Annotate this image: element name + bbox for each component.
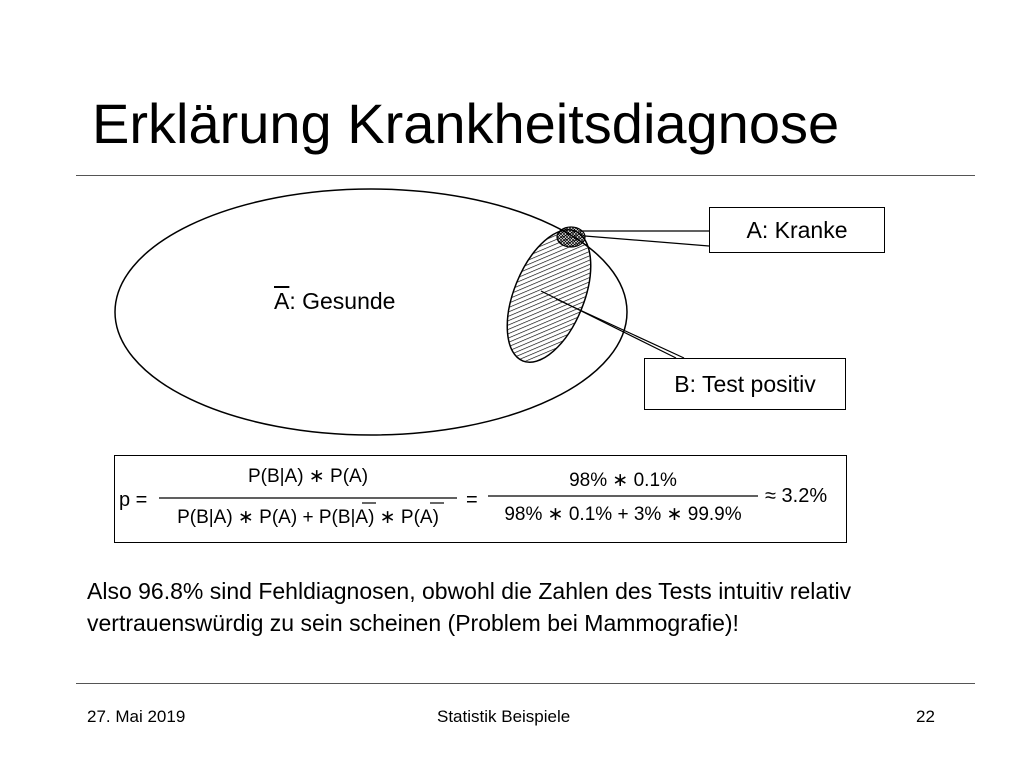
explanation-text: Also 96.8% sind Fehldiagnosen, obwohl die Zahlen des Tests intuitiv relativ vertrauenswürdig zu sein scheinen (Problem bei Mammografie)! <box>87 578 852 636</box>
footer-title: Statistik Beispiele <box>437 707 571 726</box>
formula-result: ≈ 3.2% <box>765 485 828 507</box>
formula-box <box>114 455 847 543</box>
footer-divider <box>76 683 975 684</box>
callout-test-positive: B: Test positiv <box>644 358 846 410</box>
formula-denominator-numeric: 98% ∗ 0.1% + 3% ∗ 99.9% <box>504 504 742 525</box>
slide-title: Erklärung Krankheitsdiagnose <box>92 92 840 155</box>
sick-region <box>557 227 585 247</box>
healthy-label-letter: $\overline{A}$ <box>274 288 290 314</box>
healthy-label-text: : Gesunde <box>289 288 396 314</box>
formula-denominator-symbolic: P(B|A) ∗ P(A) + P(B|A) ∗ P(A) <box>177 507 439 528</box>
healthy-label <box>274 287 395 315</box>
callout-a-leader <box>585 236 709 246</box>
callout-sick: A: Kranke <box>709 207 885 253</box>
formula-equals: = <box>466 489 478 511</box>
bayes-formula <box>115 456 846 542</box>
page-number: 22 <box>916 707 935 726</box>
formula-numerator-symbolic: P(B|A) ∗ P(A) <box>247 466 369 487</box>
footer-date: 27. Mai 2019 <box>87 707 186 726</box>
formula-lhs: p = <box>119 489 148 511</box>
test-positive-ellipse <box>490 218 607 374</box>
formula-numerator-numeric: 98% ∗ 0.1% <box>569 470 677 491</box>
callout-b-leader <box>556 299 684 358</box>
